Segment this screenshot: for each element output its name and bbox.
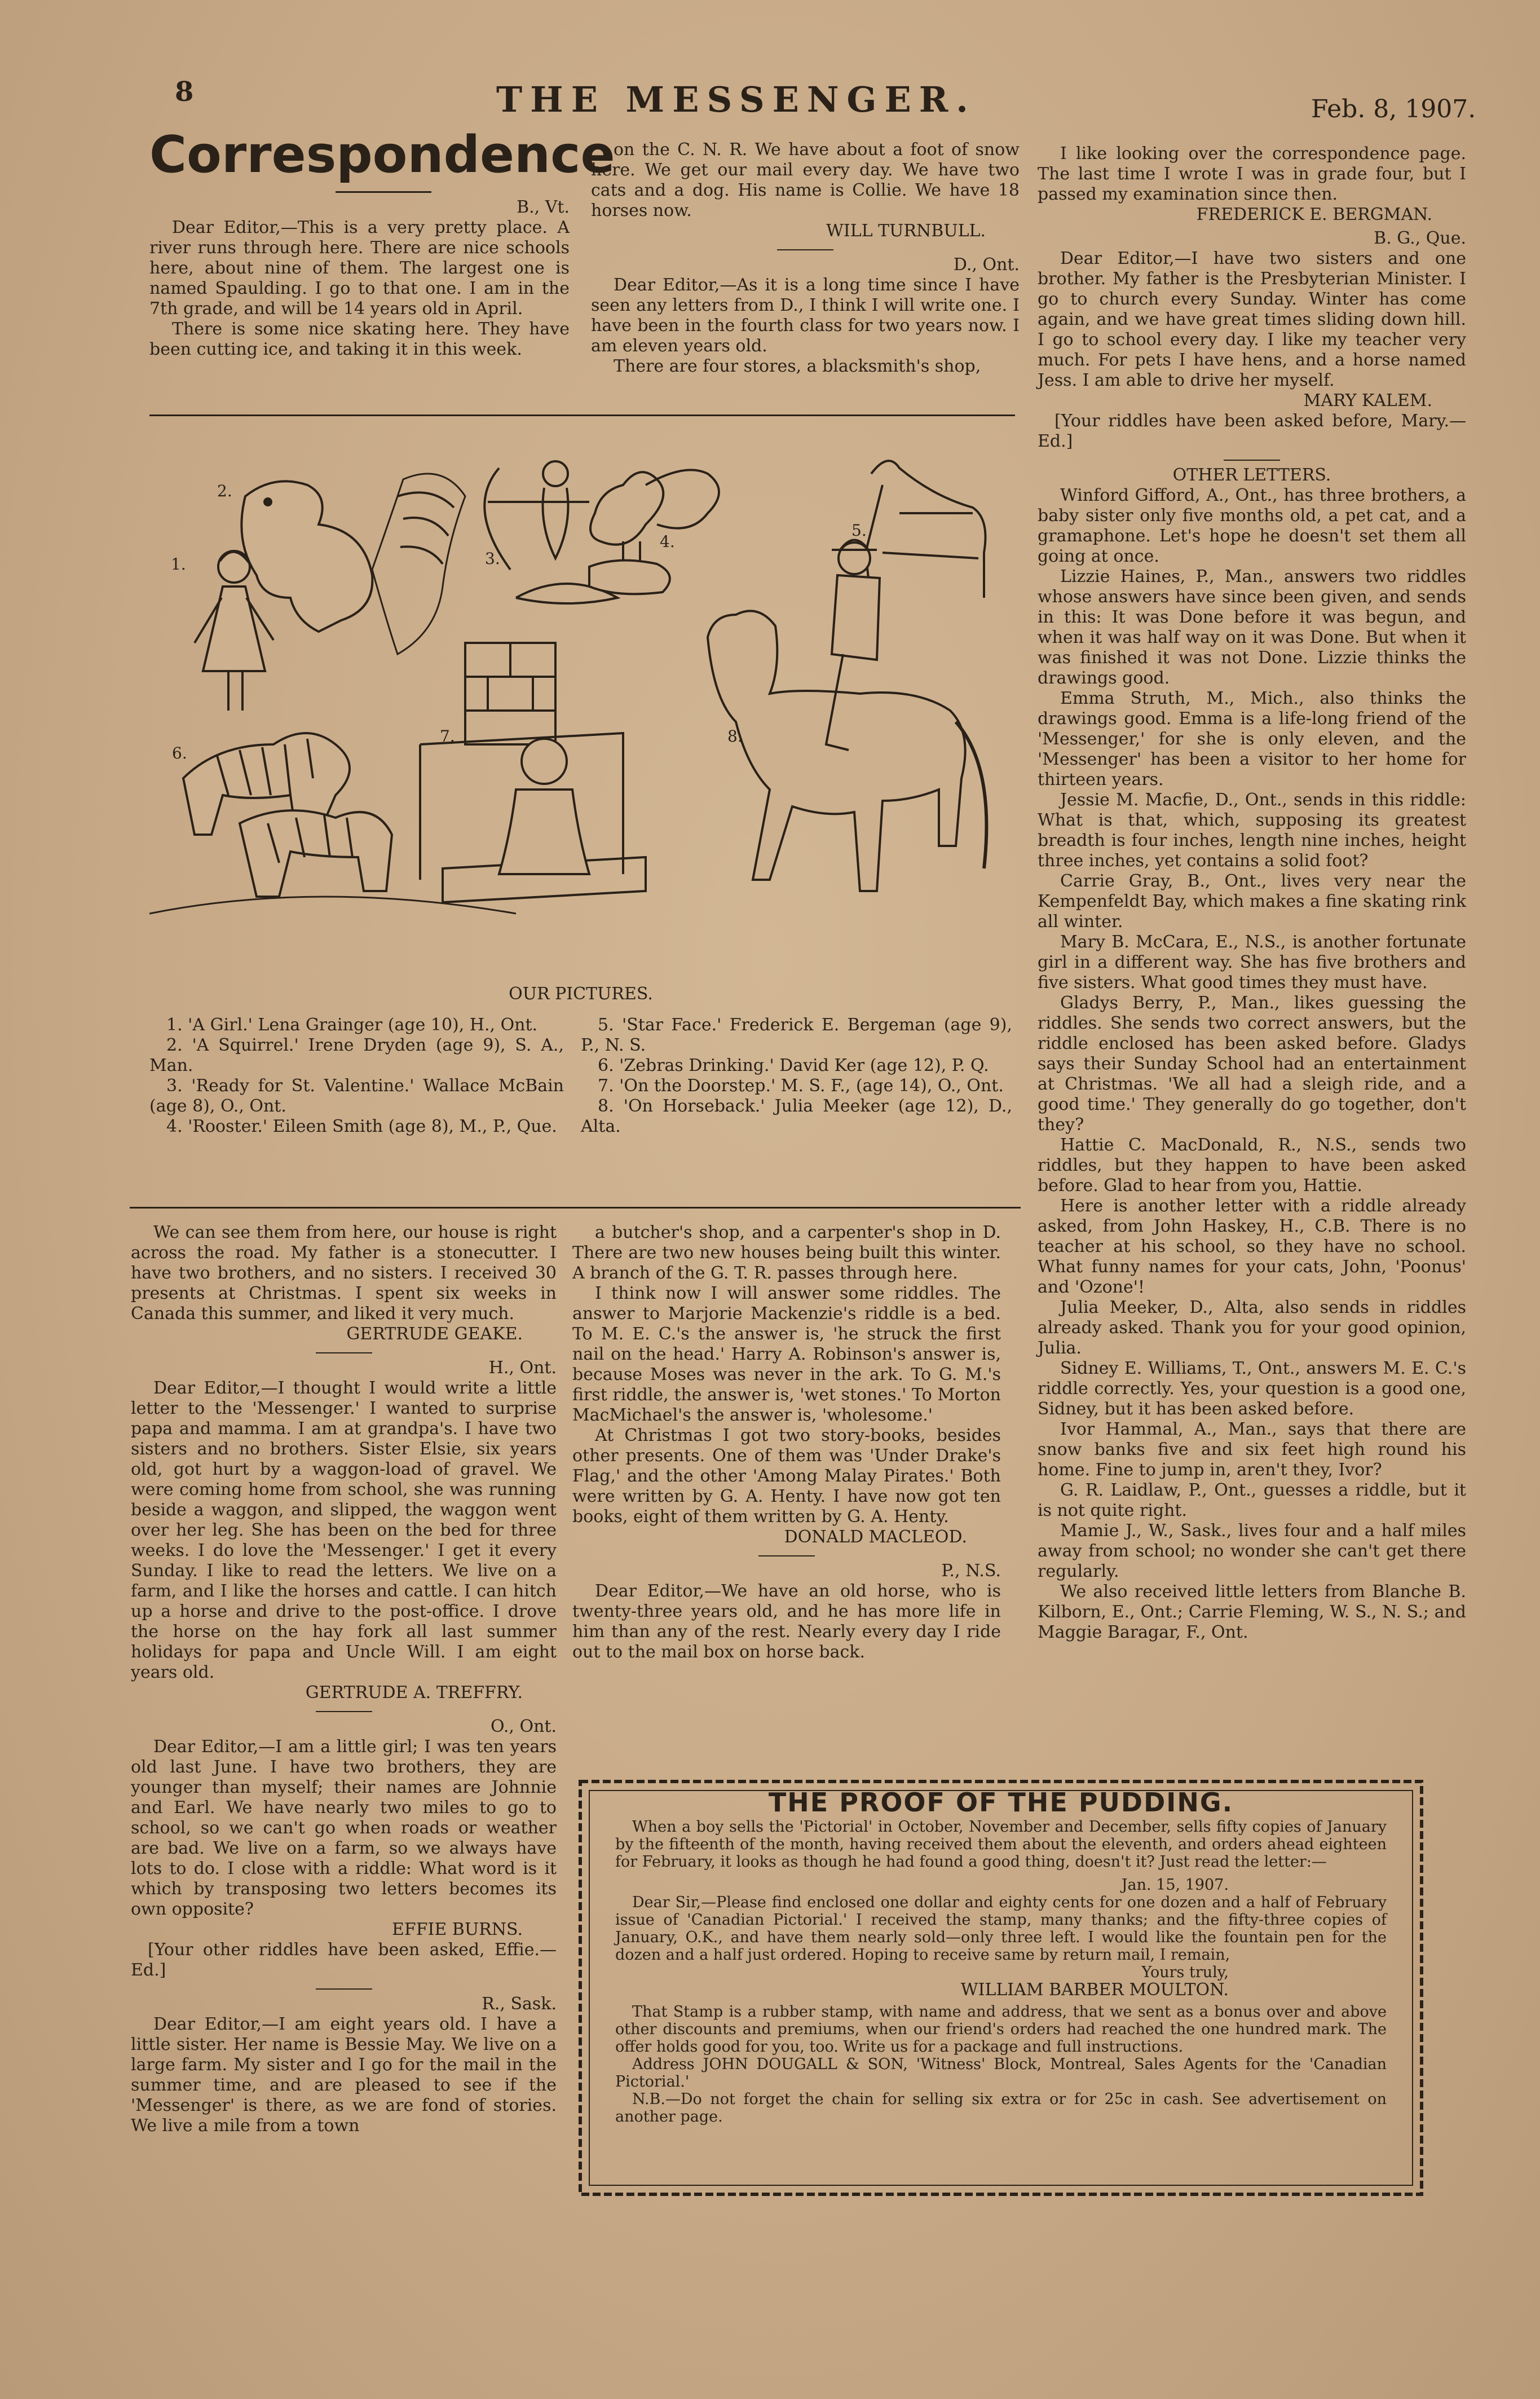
- letter-signature: FREDERICK E. BERGMAN.: [1196, 205, 1432, 224]
- letter-paragraph: Winford Gifford, A., Ont., has three brothers, a baby sister only five months old, a pet cat, and a gramaphone. Let's hope he doesn't set them all going at once.: [1038, 486, 1466, 566]
- on-the-doorstep-drawing: [420, 733, 646, 902]
- masthead-title: THE MESSENGER.: [496, 79, 976, 120]
- picture-label-7: 7.: [440, 727, 455, 746]
- letter-paragraph: Ivor Hammal, A., Man., says that there are snow banks five and six feet high round his home. Fine to jump in, aren't they, Ivor?: [1038, 1419, 1466, 1480]
- picture-credit: 3. 'Ready for St. Valentine.' Wallace McBain (age 8), O., Ont.: [149, 1076, 564, 1116]
- letter-paragraph: Mary B. McCara, E., N.S., is another fortunate girl in a different way. She has five brothers and five sisters. What good times they must have.: [1038, 932, 1466, 993]
- right-column: [1038, 144, 1466, 1643]
- picture-label-1: 1.: [171, 555, 186, 574]
- letter-paragraph: Dear Editor,—This is a very pretty place. A river runs through here. There are nice schools here, about nine of them. The largest one is named Spaulding. I go to that one. I am in the 7th grade, and will be 14 years old in April.: [149, 218, 570, 319]
- zebras-drinking-drawing: [149, 733, 516, 914]
- letter-paragraph: Here is another letter with a riddle already asked, from John Haskey, H., C.B. There is no teacher at his school, so they have no school. What funny names for your cats, John, 'Poonus' and 'Ozone'!: [1038, 1196, 1466, 1297]
- top-column-2: [591, 140, 1020, 377]
- letter-separator: [777, 249, 833, 250]
- picture-credit: 1. 'A Girl.' Lena Grainger (age 10), H., Ont.: [166, 1015, 538, 1035]
- picture-label-3: 3.: [485, 549, 500, 568]
- letter-signature: WILLIAM BARBER MOULTON.: [960, 1980, 1229, 2000]
- letter-location: O., Ont.: [491, 1717, 557, 1736]
- letter-paragraph: At Christmas I got two story-books, besides other presents. One of them was 'Under Drake's Flag,' and the other 'Among Malay Pirates.' Both were written by G. A. Henty. I have now got ten books, eight of them written by G. A. Henty.: [572, 1426, 1001, 1527]
- letter-paragraph: Hattie C. MacDonald, R., N.S., sends two riddles, but they happen to have been asked before. Glad to hear from you, Hattie.: [1038, 1135, 1466, 1196]
- pictures-list-left: [149, 1015, 564, 1137]
- title-rule: [336, 191, 431, 193]
- picture-label-6: 6.: [172, 744, 187, 762]
- letter-separator: [758, 1555, 815, 1556]
- pictures-list-right: [581, 1015, 1012, 1137]
- letter-body: Dear Sir,—Please find enclosed one dollar and eighty cents for one dozen and a half of February issue of 'Canadian Pictorial.' I received the stamp, many thanks; and the fifty-three copies of January, O.K., and have them nearly sold—only three left. I would like the fountain pen for the dozen and a half just ordered. Hoping to receive same by return mail, I remain,: [615, 1894, 1387, 1964]
- letter-paragraph: Jessie M. Macfie, D., Ont., sends in this riddle: What is that, which, supposing its greatest breadth is four inches, length nine inches, height three inches, yet contains a solid foot?: [1038, 790, 1466, 871]
- letter-paragraph: There is some nice skating here. They have been cutting ice, and taking it in this week.: [149, 319, 570, 359]
- letter-paragraph: I like looking over the correspondence page. The last time I wrote I was in grade four, but I passed my examination since then.: [1038, 144, 1466, 204]
- letter-paragraph: a butcher's shop, and a carpenter's shop in D. There are two new houses being built this winter. A branch of the G. T. R. passes through here.: [572, 1223, 1001, 1283]
- letter-paragraph: Dear Editor,—I am a little girl; I was ten years old last June. I have two brothers, they are younger than myself; their names are Johnnie and Earl. We have nearly two miles to go to school, so we can't go when roads or weather are bad. We live on a farm, so we always have lots to do. I close with a riddle: What word is it which by transposing two letters becomes its own opposite?: [131, 1737, 557, 1919]
- letter-signature: WILL TURNBULL.: [826, 221, 986, 241]
- nota-bene: N.B.—Do not forget the chain for selling six extra or for 25c in cash. See advertisement on another page.: [615, 2091, 1387, 2125]
- picture-label-4: 4.: [660, 532, 675, 551]
- letter-paragraph: G. R. Laidlaw, P., Ont., guesses a riddle, but it is not quite right.: [1038, 1480, 1466, 1520]
- agent-address: Address JOHN DOUGALL & SON, 'Witness' Block, Montreal, Sales Agents for the 'Canadian Pictorial.': [615, 2056, 1387, 2091]
- letter-separator: [316, 1988, 372, 1990]
- picture-credit: 7. 'On the Doorstep.' M. S. F., (age 14), O., Ont.: [598, 1076, 1004, 1096]
- letter-paragraph: Dear Editor,—We have an old horse, who is twenty-three years old, and he has more life in him than any of the rest. Nearly every day I ride out to the mail box on horse back.: [572, 1581, 1001, 1662]
- bottom-column-2: [572, 1223, 1001, 1662]
- letter-paragraph: There are four stores, a blacksmith's shop,: [614, 356, 981, 376]
- rooster-drawing: [589, 470, 719, 594]
- letter-closing: Yours truly,: [1141, 1964, 1229, 1981]
- picture-credit: 4. 'Rooster.' Eileen Smith (age 8), M., P., Que.: [166, 1117, 557, 1136]
- section-title: Correspondence: [149, 125, 615, 184]
- letter-location: B., Vt.: [517, 197, 570, 217]
- our-pictures-heading: OUR PICTURES.: [509, 984, 653, 1004]
- letter-location: H., Ont.: [488, 1358, 557, 1378]
- proof-of-the-pudding-advertisement: [572, 1774, 1429, 2202]
- letter-paragraph: Dear Editor,—As it is a long time since I have seen any letters from D., I think I will write one. I have been in the fourth class for two years now. I am eleven years old.: [591, 275, 1020, 356]
- picture-label-5: 5.: [851, 521, 867, 540]
- children-drawings-illustration: [149, 429, 1012, 936]
- letter-signature: GERTRUDE A. TREFFRY.: [305, 1683, 523, 1703]
- letter-location: D., Ont.: [953, 255, 1020, 275]
- letter-location: R., Sask.: [482, 1994, 557, 2014]
- letter-paragraph: Dear Editor,—I am eight years old. I have a little sister. Her name is Bessie May. We live on a large farm. My sister and I go for the mail in the summer time, and are pleased to see if the 'Messenger' is there, as we are fond of stories. We live a mile from a town: [131, 2014, 557, 2136]
- picture-credit: 5. 'Star Face.' Frederick E. Bergeman (age 9), P., N. S.: [581, 1015, 1012, 1055]
- letter-paragraph: Lizzie Haines, P., Man., answers two riddles whose answers have since been given, and sends in this: It was Done before it was begun, and when it was half way on it was Done. But when it was finished it was not Done. Lizzie thinks the drawings good.: [1038, 567, 1466, 688]
- letter-separator: [316, 1711, 372, 1712]
- letter-separator: [1224, 460, 1280, 461]
- picture-label-8: 8.: [727, 727, 743, 746]
- stamp-note: That Stamp is a rubber stamp, with name and address, that we sent as a bonus over and above other discounts and premiums, when our friend's orders had reached the one hundred mark. The offer holds good for you, too. Write us for a package and full instructions.: [615, 2003, 1387, 2056]
- subheading: OTHER LETTERS.: [1172, 465, 1331, 485]
- letter-paragraph: Carrie Gray, B., Ont., lives very near the Kempenfeldt Bay, which makes a fine skating rink all winter.: [1038, 871, 1466, 932]
- letter-signature: EFFIE BURNS.: [391, 1920, 523, 1939]
- editor-note: [Your riddles have been asked before, Mary.—Ed.]: [1038, 411, 1466, 451]
- letter-paragraph: Dear Editor,—I have two sisters and one brother. My father is the Presbyterian Minister. I go to church every Sunday. Winter has come again, and we have great times sliding down hill. I go to school every day. I like my teacher very much. For pets I have hens, and a horse named Jess. I am able to drive her myself.: [1038, 249, 1466, 390]
- letter-paragraph: Mamie J., W., Sask., lives four and a half miles away from school; no wonder she can't get there regularly.: [1038, 1521, 1466, 1581]
- top-column-1: [149, 125, 615, 360]
- picture-credit: 2. 'A Squirrel.' Irene Dryden (age 9), S. A., Man.: [149, 1035, 564, 1075]
- editor-note: [Your other riddles have been asked, Effie.—Ed.]: [131, 1940, 557, 1980]
- letter-date: Jan. 15, 1907.: [1121, 1876, 1229, 1894]
- squirrel-drawing: [241, 474, 465, 654]
- letter-paragraph: Sidney E. Williams, T., Ont., answers M. E. C.'s riddle correctly. Yes, your question is a good one, Sidney, but it has been asked before.: [1038, 1359, 1466, 1419]
- letter-paragraph: Julia Meeker, D., Alta, also sends in riddles already asked. Thank you for your good opinion, Julia.: [1038, 1298, 1466, 1358]
- letter-location: B. G., Que.: [1374, 228, 1466, 248]
- picture-label-2: 2.: [217, 482, 232, 500]
- letter-separator: [316, 1352, 372, 1353]
- rule-top: [149, 414, 1015, 416]
- letter-paragraph: Dear Editor,—I thought I would write a little letter to the 'Messenger.' I wanted to surprise papa and mamma. I am at grandpa's. I have two sisters and no brothers. Sister Elsie, six years old, got hurt by a waggon-load of gravel. We were coming home from school, she was running beside a waggon, and slipped, the waggon went over her leg. She has been on the bed for three weeks. I do love the 'Messenger.' I get it every Sunday. I like to read the letters. We live on a farm, and I like the horses and cattle. I can hitch up a horse and drive to the post-office. I drove the horse on the hay fork all last summer holidays for papa and Uncle Will. I am eight years old.: [131, 1378, 557, 1682]
- picture-credit: 6. 'Zebras Drinking.' David Ker (age 12), P. Q.: [598, 1056, 989, 1075]
- letter-signature: GERTRUDE GEAKE.: [346, 1324, 523, 1344]
- cupid-drawing: [465, 461, 617, 744]
- proof-intro: When a boy sells the 'Pictorial' in October, November and December, sells fifty copies of January by the fifteenth of the month, having received them about the eleventh, and orders ahead eighteen for February, it looks as though he had found a good thing, doesn't it? Just read the letter:—: [615, 1818, 1387, 1871]
- letter-paragraph: Gladys Berry, P., Man., likes guessing the riddles. She sends two correct answers, but the riddle enclosed has been asked before. Gladys says their Sunday School had an entertainment at Christmas. 'We all had a sleigh ride, and a good time.' They generally do go together, don't they?: [1038, 993, 1466, 1135]
- letter-location: P., N.S.: [941, 1561, 1001, 1581]
- letter-paragraph: on the C. N. R. We have about a foot of snow here. We get our mail every day. We have two cats and a dog. His name is Collie. We have 18 horses now.: [591, 140, 1020, 221]
- issue-date: Feb. 8, 1907.: [1311, 95, 1476, 124]
- letter-signature: MARY KALEM.: [1303, 391, 1432, 411]
- letter-signature: DONALD MACLEOD.: [784, 1527, 967, 1547]
- proof-title: THE PROOF OF THE PUDDING.: [768, 1787, 1234, 1818]
- on-horseback-drawing: [708, 540, 986, 892]
- letter-paragraph: I think now I will answer some riddles. The answer to Marjorie Mackenzie's riddle is a bed. To M. E. C.'s the answer is, 'he struck the first nail on the head.' Harry A. Robinson's answer is, because Moses was never in the ark. To G. M.'s first riddle, the answer is, 'wet stones.' To Morton MacMichael's the answer is, 'wholesome.': [572, 1284, 1001, 1425]
- rule-middle: [130, 1207, 1021, 1209]
- page-number: 8: [175, 76, 194, 108]
- letter-paragraph: We can see them from here, our house is right across the road. My father is a stonecutter. I have two brothers, and no sisters. I received 30 presents at Christmas. I spent six weeks in Canada this summer, and liked it very much.: [131, 1223, 557, 1324]
- star-face-horse-drawing: [866, 461, 986, 603]
- letter-paragraph: Emma Struth, M., Mich., also thinks the drawings good. Emma is a life-long friend of the 'Messenger,' for she is only eleven, and the 'Messenger' has been a visitor to her home for thirteen years.: [1038, 689, 1466, 790]
- letter-paragraph: We also received little letters from Blanche B. Kilborn, E., Ont.; Carrie Fleming, W. S., N. S.; and Maggie Baragar, F., Ont.: [1038, 1582, 1466, 1642]
- bottom-column-1: [131, 1223, 557, 2136]
- picture-credit: 8. 'On Horseback.' Julia Meeker (age 12), D., Alta.: [581, 1096, 1012, 1136]
